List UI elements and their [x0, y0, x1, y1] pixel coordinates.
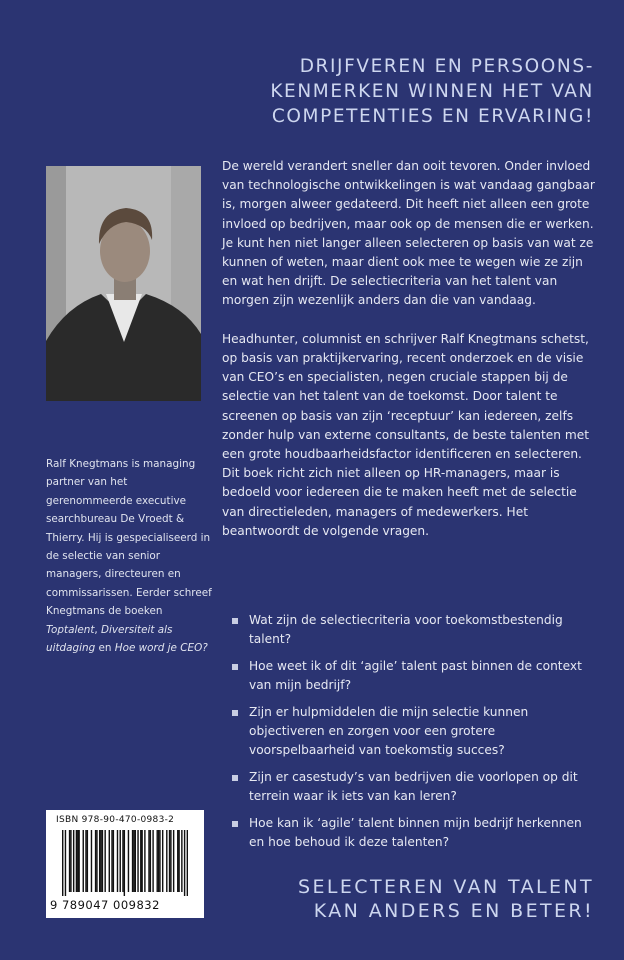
- barcode-bar: [96, 830, 97, 892]
- barcode-bar: [100, 830, 101, 892]
- barcode-bar: [166, 830, 167, 892]
- question-text: Zijn er casestudy’s van bedrijven die voorlopen op dit terrein waar ik iets van kan leren?: [249, 769, 578, 804]
- headline-top-line: DRIJFVEREN EN PERSOONS-: [299, 56, 594, 77]
- book-title: Diversiteit als uitdaging: [46, 623, 173, 655]
- question-item: [232, 657, 598, 696]
- barcode-bars: [62, 830, 188, 896]
- barcode-bar: [173, 830, 174, 892]
- headline-top-line: COMPETENTIES EN ERVARING!: [271, 106, 594, 127]
- blurb-paragraph: De wereld verandert sneller dan ooit tevoren. Onder invloed van technologische ontwikkelingen is wat vandaag gangbaar is, morgen alweer gedateerd. Dit heeft niet alleen een grote invloed op bedrijven, maar ook op de mensen die er werken. Je kunt hen niet langer alleen selecteren op basis van wat ze kunnen of weten, maar dient ook mee te wegen wie ze zijn en wat hen drijft. De selectiecriteria van het talent van morgen zijn wezenlijk anders dan die van vandaag.: [222, 159, 595, 308]
- barcode-bar: [111, 830, 112, 892]
- bio-text: Ralf Knegtmans is managing partner van het gerenommeerde executive searchbureau De Vroedt & Thierry. Hij is gespecialiseerd in de selectie van senior managers, directeuren en commissarissen. Eerder schreef Knegtmans de boeken: [46, 458, 212, 618]
- book-title: Toptalent: [46, 623, 95, 636]
- blurb-paragraph: Headhunter, columnist en schrijver Ralf Knegtmans schetst, op basis van praktijkervaring, recent onderzoek en de visie van CEO’s en specialisten, negen cruciale stappen bij de selectie van het talent van de toekomst. Door talent te screenen op basis van zijn ‘receptuur’ kan iedereen, zelfs zonder hulp van externe consultants, de beste talenten met een grote houdbaarheidsfactor identificeren en selecteren. Dit boek richt zich niet alleen op HR-managers, maar is bedoeld voor iedereen die te maken heeft met de selectie van directieleden, managers of medewerkers. Het beantwoordt de volgende vragen.: [222, 331, 589, 538]
- barcode-bar: [62, 830, 63, 896]
- question-text: Wat zijn de selectiecriteria voor toekomstbestendig talent?: [249, 613, 563, 647]
- barcode-bar: [158, 830, 159, 892]
- barcode-bar: [102, 830, 103, 892]
- barcode-bar: [141, 830, 142, 892]
- isbn-label: ISBN 978-90-470-0983-2: [56, 815, 175, 825]
- barcode-bar: [140, 830, 141, 892]
- book-title: Hoe word je CEO?: [114, 642, 208, 655]
- barcode-bar: [113, 830, 114, 892]
- blurb: [222, 157, 598, 560]
- isbn-barcode: [46, 810, 204, 918]
- barcode-bar: [85, 830, 86, 892]
- headline-bottom-line: SELECTEREN VAN TALENT: [298, 876, 594, 898]
- question-item: [232, 768, 598, 807]
- barcode-bar: [65, 830, 66, 896]
- barcode-bar: [117, 830, 118, 892]
- barcode-bar: [144, 830, 145, 892]
- barcode-bar: [178, 830, 179, 892]
- barcode-bar: [77, 830, 78, 892]
- square-bullet-icon: [232, 710, 238, 716]
- barcode-bar: [99, 830, 100, 892]
- bio-separator: en: [95, 642, 115, 655]
- question-text: Hoe weet ik of dit ‘agile’ talent past binnen de context van mijn bedrijf?: [249, 658, 582, 693]
- barcode-bar: [87, 830, 88, 892]
- headline-top: [222, 54, 594, 129]
- question-item: [232, 611, 598, 650]
- barcode-bar: [170, 830, 171, 892]
- barcode-bar: [104, 830, 105, 892]
- barcode-bar: [73, 830, 74, 892]
- barcode-bar: [109, 830, 110, 892]
- barcode-bar: [137, 830, 138, 892]
- headline-bottom: [222, 875, 594, 923]
- barcode-bar: [95, 830, 96, 892]
- barcode-bar: [124, 830, 125, 896]
- barcode-bar: [83, 830, 84, 892]
- barcode-bar: [162, 830, 163, 892]
- barcode-bar: [128, 830, 129, 892]
- question-text: Zijn er hulpmiddelen die mijn selectie kunnen objectiveren en zorgen voor een grotere voorspelbaarheid van toekomstig succes?: [249, 704, 529, 758]
- barcode-bar: [187, 830, 188, 896]
- question-list: [232, 611, 598, 859]
- headline-bottom-line: KAN ANDERS EN BETER!: [313, 900, 594, 922]
- barcode-digits: 9 789047 009832: [50, 898, 160, 912]
- author-photo: [46, 166, 201, 401]
- barcode-bar: [177, 830, 178, 892]
- barcode-bar: [69, 830, 70, 892]
- barcode-bar: [78, 830, 79, 892]
- square-bullet-icon: [232, 664, 238, 670]
- bio-separator: ,: [94, 623, 102, 636]
- barcode-bar: [184, 830, 185, 896]
- barcode-bar: [76, 830, 77, 892]
- barcode-bar: [152, 830, 153, 892]
- barcode-bar: [122, 830, 123, 892]
- barcode-bar: [157, 830, 158, 892]
- question-text: Hoe kan ik ‘agile’ talent binnen mijn bedrijf herkennen en hoe behoud ik deze talenten?: [249, 815, 582, 850]
- barcode-bar: [148, 830, 149, 892]
- question-item: [232, 703, 598, 761]
- barcode-bar: [120, 830, 121, 892]
- barcode-bar: [70, 830, 71, 892]
- barcode-bar: [91, 830, 92, 892]
- barcode-bar: [181, 830, 182, 892]
- barcode-bar: [150, 830, 151, 892]
- barcode-bar: [132, 830, 133, 892]
- barcode-bar: [169, 830, 170, 892]
- square-bullet-icon: [232, 775, 238, 781]
- author-bio: [46, 455, 216, 657]
- square-bullet-icon: [232, 821, 238, 827]
- barcode-bar: [133, 830, 134, 892]
- headline-top-line: KENMERKEN WINNEN HET VAN: [270, 81, 594, 102]
- question-item: [232, 814, 598, 853]
- barcode-bar: [135, 830, 136, 892]
- square-bullet-icon: [232, 618, 238, 624]
- barcode-bar: [159, 830, 160, 892]
